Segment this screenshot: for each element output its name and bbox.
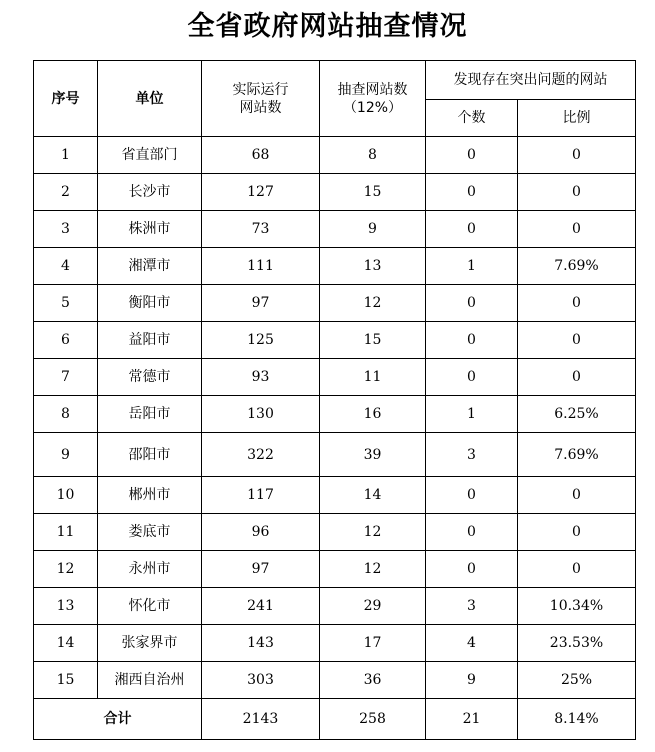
cell-count: 0 [426,477,518,514]
cell-ratio: 25% [518,662,636,699]
cell-unit: 邵阳市 [98,433,202,477]
cell-count: 1 [426,396,518,433]
table-row [34,211,636,248]
header-sampled-line1: 抽查网站数 [337,81,408,98]
table-row [34,396,636,433]
cell-seq: 13 [34,588,98,625]
header-issues-group: 发现存在突出问题的网站 [426,61,636,100]
cell-sampled: 12 [320,514,426,551]
cell-seq: 3 [34,211,98,248]
cell-seq: 4 [34,248,98,285]
cell-ratio: 0 [518,211,636,248]
cell-running: 111 [202,248,320,285]
cell-count: 1 [426,248,518,285]
table-row [34,551,636,588]
table-row [34,588,636,625]
cell-unit: 湘西自治州 [98,662,202,699]
cell-ratio: 0 [518,477,636,514]
cell-seq: 5 [34,285,98,322]
cell-sampled: 13 [320,248,426,285]
cell-sampled: 29 [320,588,426,625]
cell-running: 68 [202,137,320,174]
cell-sampled: 12 [320,551,426,588]
cell-seq: 12 [34,551,98,588]
cell-running: 127 [202,174,320,211]
cell-sampled: 12 [320,285,426,322]
cell-ratio: 10.34% [518,588,636,625]
cell-running: 130 [202,396,320,433]
table-header [34,61,636,137]
total-running: 2143 [202,699,320,740]
table-row [34,514,636,551]
cell-sampled: 15 [320,322,426,359]
cell-unit: 郴州市 [98,477,202,514]
cell-running: 93 [202,359,320,396]
cell-running: 143 [202,625,320,662]
table-row [34,477,636,514]
cell-count: 0 [426,211,518,248]
cell-unit: 永州市 [98,551,202,588]
cell-sampled: 17 [320,625,426,662]
cell-running: 73 [202,211,320,248]
cell-unit: 益阳市 [98,322,202,359]
cell-seq: 1 [34,137,98,174]
table-body [34,137,636,699]
cell-unit: 株洲市 [98,211,202,248]
header-unit: 单位 [98,61,202,137]
header-issues-count: 个数 [426,100,518,137]
header-sampled-line2: （12%） [342,99,403,116]
cell-count: 0 [426,359,518,396]
table-row [34,248,636,285]
cell-seq: 11 [34,514,98,551]
cell-count: 3 [426,433,518,477]
cell-sampled: 9 [320,211,426,248]
table-footer [34,699,636,740]
cell-ratio: 0 [518,551,636,588]
cell-ratio: 0 [518,137,636,174]
header-sampled [320,61,426,137]
cell-sampled: 15 [320,174,426,211]
cell-sampled: 8 [320,137,426,174]
table-row [34,174,636,211]
cell-seq: 15 [34,662,98,699]
cell-count: 0 [426,551,518,588]
cell-unit: 省直部门 [98,137,202,174]
cell-unit: 娄底市 [98,514,202,551]
cell-seq: 7 [34,359,98,396]
cell-sampled: 39 [320,433,426,477]
cell-unit: 常德市 [98,359,202,396]
cell-ratio: 0 [518,514,636,551]
cell-ratio: 23.53% [518,625,636,662]
total-sampled: 258 [320,699,426,740]
cell-running: 303 [202,662,320,699]
cell-unit: 衡阳市 [98,285,202,322]
cell-sampled: 14 [320,477,426,514]
cell-unit: 长沙市 [98,174,202,211]
cell-ratio: 6.25% [518,396,636,433]
cell-ratio: 0 [518,359,636,396]
cell-ratio: 0 [518,285,636,322]
cell-sampled: 16 [320,396,426,433]
table-row [34,662,636,699]
cell-seq: 10 [34,477,98,514]
cell-running: 96 [202,514,320,551]
total-count: 21 [426,699,518,740]
cell-sampled: 36 [320,662,426,699]
table-row [34,137,636,174]
cell-ratio: 7.69% [518,248,636,285]
cell-unit: 湘潭市 [98,248,202,285]
cell-unit: 怀化市 [98,588,202,625]
cell-running: 97 [202,285,320,322]
cell-count: 0 [426,322,518,359]
inspection-table [33,60,636,740]
cell-seq: 8 [34,396,98,433]
cell-running: 125 [202,322,320,359]
total-row [34,699,636,740]
header-running [202,61,320,137]
cell-unit: 岳阳市 [98,396,202,433]
cell-count: 9 [426,662,518,699]
cell-running: 241 [202,588,320,625]
cell-seq: 9 [34,433,98,477]
table-row [34,359,636,396]
cell-count: 0 [426,174,518,211]
cell-count: 0 [426,514,518,551]
cell-count: 0 [426,285,518,322]
cell-running: 97 [202,551,320,588]
total-ratio: 8.14% [518,699,636,740]
header-running-line2: 网站数 [239,99,282,116]
cell-unit: 张家界市 [98,625,202,662]
cell-running: 117 [202,477,320,514]
header-running-line1: 实际运行 [232,81,289,98]
header-issues-ratio: 比例 [518,100,636,137]
cell-count: 0 [426,137,518,174]
table-row [34,285,636,322]
total-label: 合计 [34,699,202,740]
cell-count: 3 [426,588,518,625]
table-row [34,625,636,662]
page-title: 全省政府网站抽查情况 [187,11,468,42]
cell-sampled: 11 [320,359,426,396]
table-row [34,433,636,477]
cell-seq: 14 [34,625,98,662]
cell-seq: 2 [34,174,98,211]
cell-ratio: 0 [518,322,636,359]
cell-ratio: 7.69% [518,433,636,477]
cell-running: 322 [202,433,320,477]
cell-seq: 6 [34,322,98,359]
cell-count: 4 [426,625,518,662]
header-seq: 序号 [34,61,98,137]
table-row [34,322,636,359]
cell-ratio: 0 [518,174,636,211]
